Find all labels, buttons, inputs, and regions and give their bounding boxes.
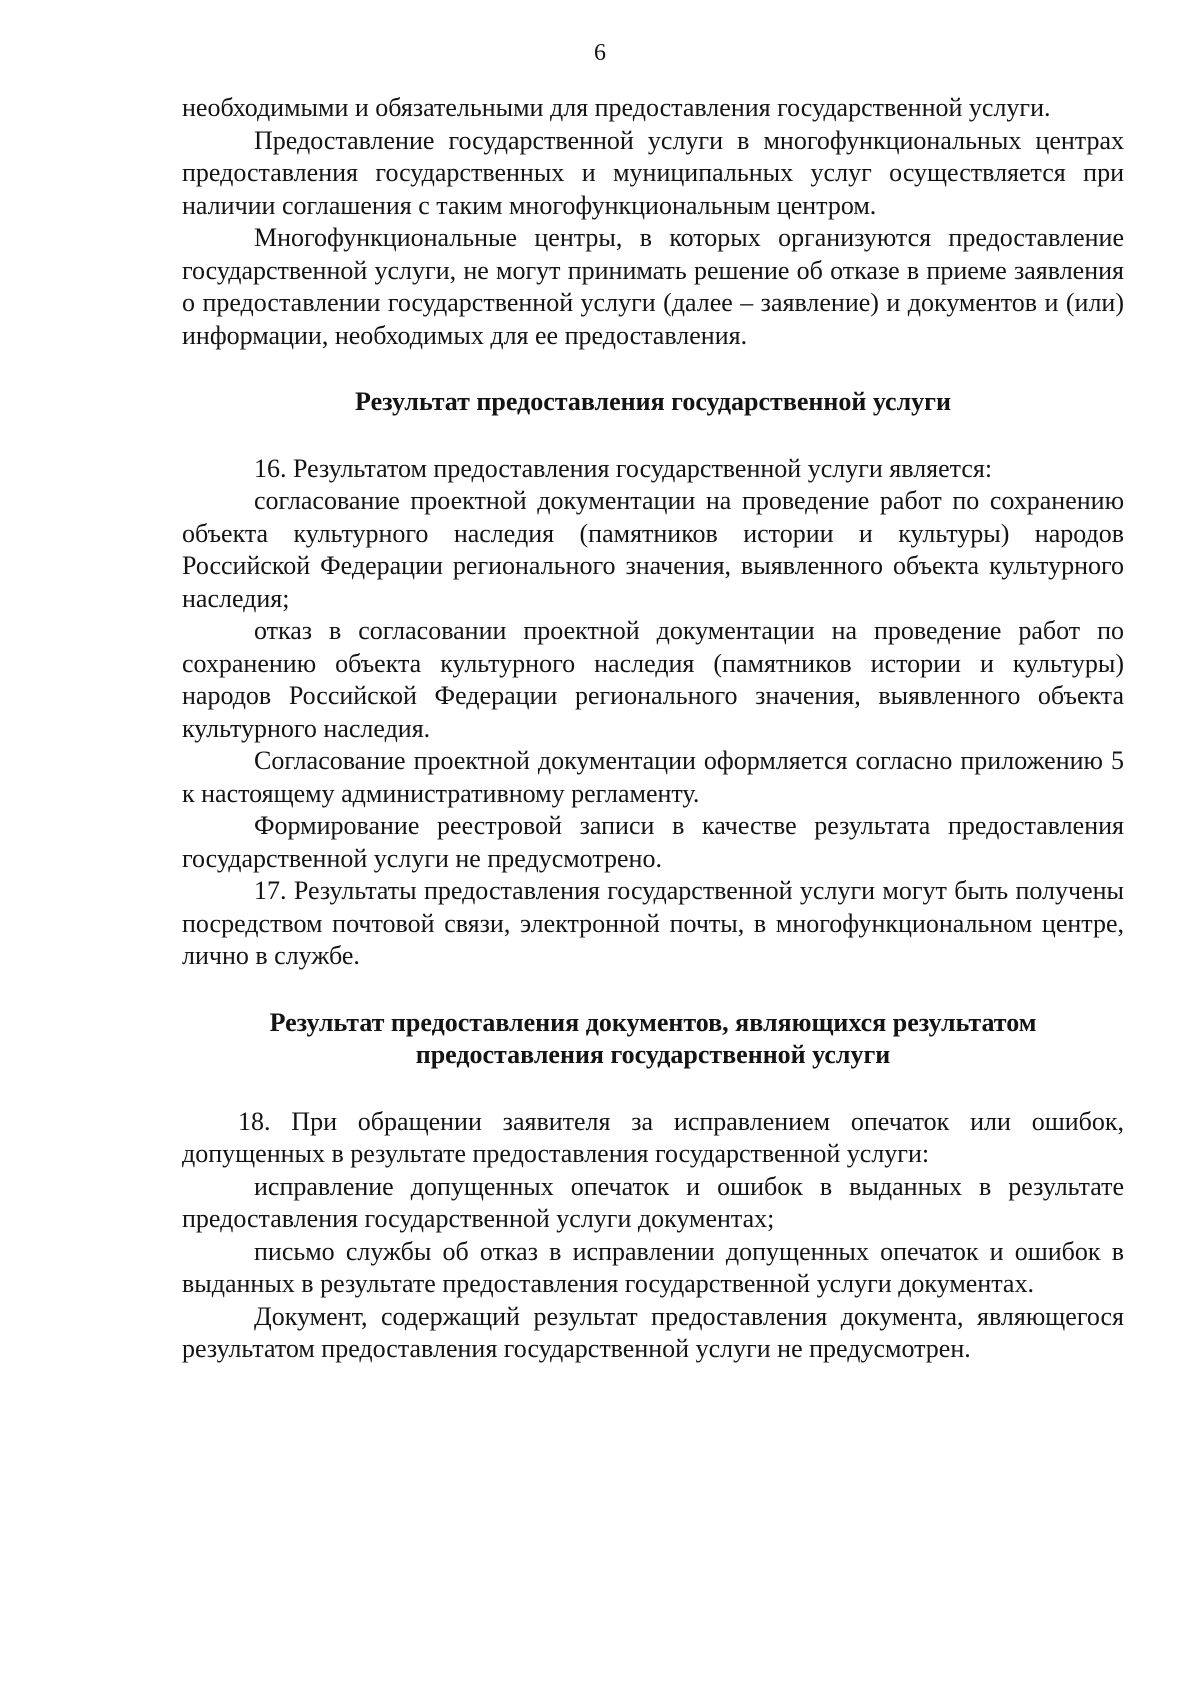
paragraph-item-17: 17. Результаты предоставления государственной услуги могут быть получены посредством почтовой связи, электронной почты, в многофункциональном центре, лично в службе.: [182, 876, 1124, 970]
paragraph-approval: согласование проектной документации на проведение работ по сохранению объекта культурного наследия (памятников истории и культуры) народов Российской Федерации регионального значения, выявленного объекта культурного наследия;: [182, 486, 1124, 613]
page-number: 6: [594, 40, 606, 66]
paragraph-mfc-availability: Предоставление государственной услуги в многофункциональных центрах предоставления государственных и муниципальных услуг осуществляется при наличии соглашения с таким многофункциональным центром.: [182, 125, 1124, 220]
section-heading-result: Результат предоставления государственной услуги: [355, 387, 951, 416]
paragraph-mfc-restrictions: Многофункциональные центры, в которых организуются предоставление государственной услуги, не могут принимать решение об отказе в приеме заявления о предоставлении государственной услуги (далее – заявление) и документов и (или) информации, необходимых для ее предоставления.: [182, 223, 1124, 350]
paragraph-refusal-letter: письмо службы об отказ в исправлении допущенных опечаток и ошибок в выданных в результате предоставления государственной услуги документах.: [182, 1236, 1124, 1298]
paragraph-intro-continuation: необходимыми и обязательными для предоставления государственной услуги.: [182, 93, 1051, 122]
paragraph-approval-form: Согласование проектной документации оформляется согласно приложению 5 к настоящему административному регламенту.: [182, 746, 1124, 808]
paragraph-registry-record: Формирование реестровой записи в качестве результата предоставления государственной услуги не предусмотрено.: [182, 811, 1124, 873]
paragraph-item-18: 18. При обращении заявителя за исправлением опечаток или ошибок, допущенных в результате предоставления государственной услуги:: [182, 1106, 1124, 1168]
section-heading-documents-line-1: Результат предоставления документов, являющихся результатом: [269, 1007, 1037, 1037]
paragraph-document-not-provided: Документ, содержащий результат предоставления документа, являющегося результатом предоставления государственной услуги не предусмотрен.: [182, 1301, 1124, 1363]
section-heading-documents: [182, 1007, 1124, 1072]
section-heading-documents-line-2: предоставления государственной услуги: [415, 1040, 891, 1069]
paragraph-correction: исправление допущенных опечаток и ошибок в выданных в результате предоставления государственной услуги документах;: [182, 1171, 1124, 1233]
paragraph-item-16: 16. Результатом предоставления государственной услуги является:: [254, 453, 993, 483]
paragraph-refusal: отказ в согласовании проектной документации на проведение работ по сохранению объекта культурного наследия (памятников истории и культуры) народов Российской Федерации регионального значения, выявленного объекта культурного наследия.: [182, 616, 1124, 743]
document-body: [182, 92, 1124, 1366]
